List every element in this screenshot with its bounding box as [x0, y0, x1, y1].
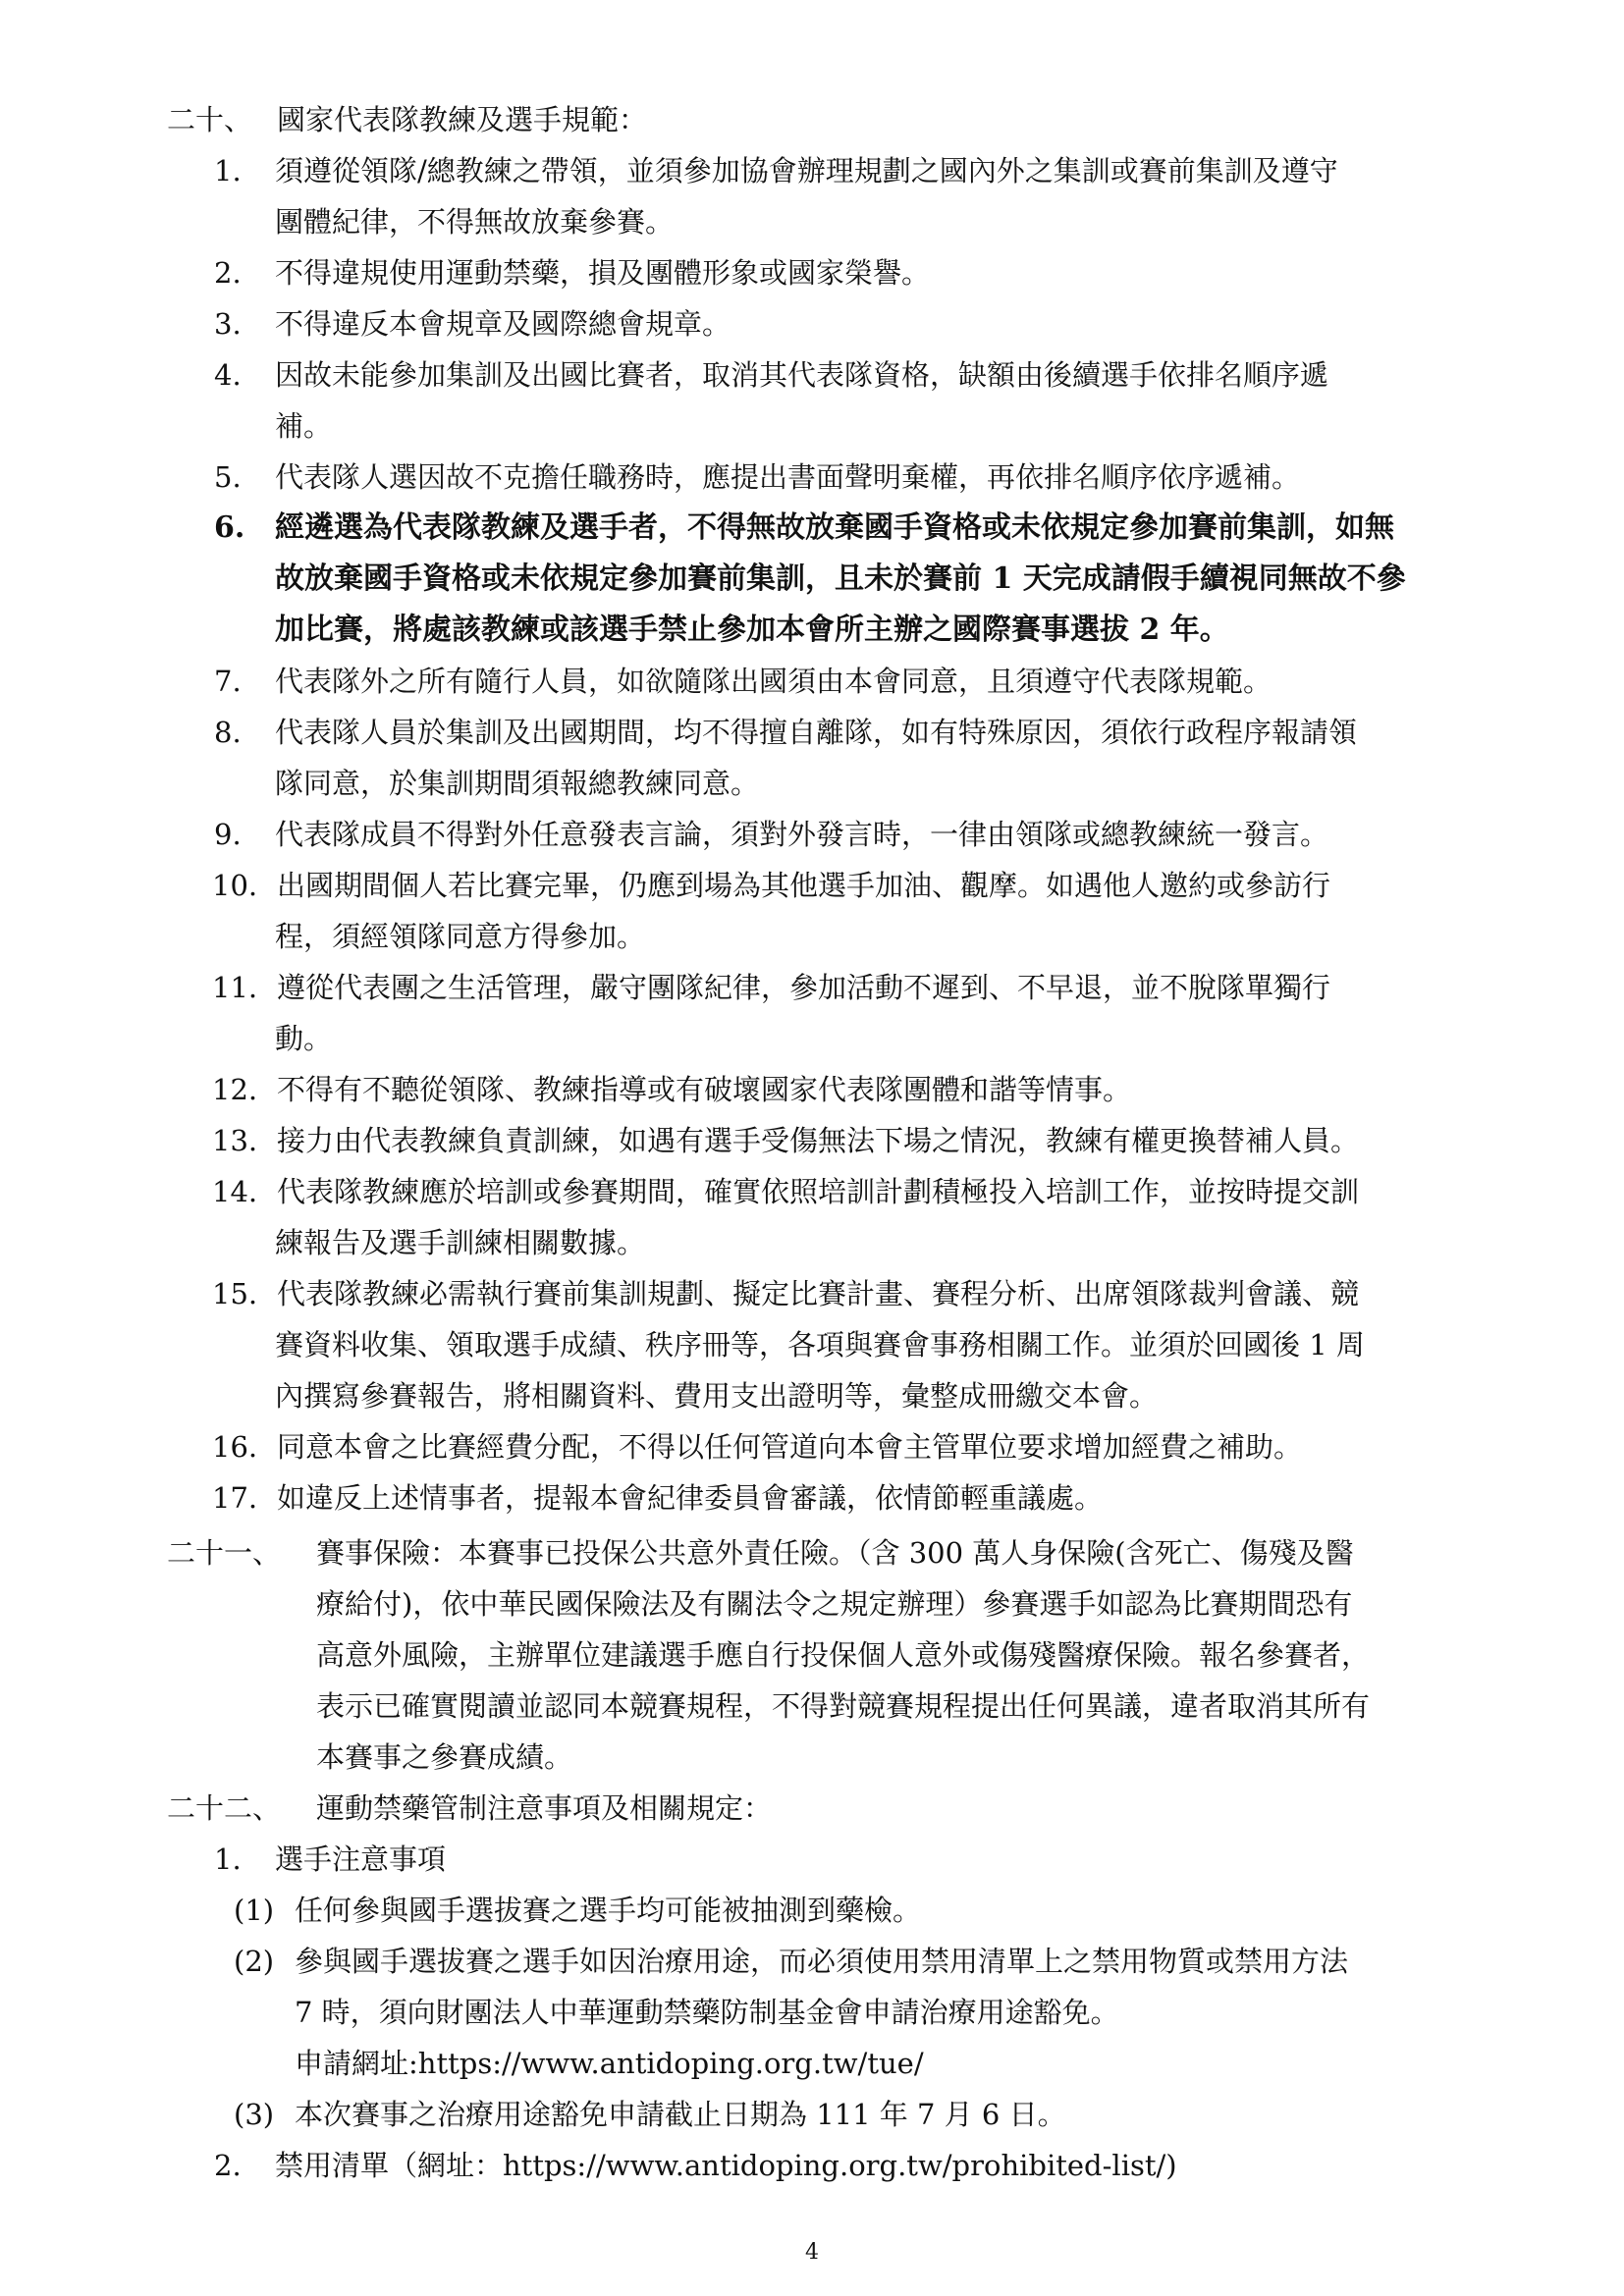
item-number: 12.: [212, 1073, 258, 1106]
item-number: 4.: [214, 358, 242, 392]
item-number: 1.: [214, 1842, 242, 1876]
section-20-heading: [167, 94, 1542, 145]
item-text: 接力由代表教練負責訓練，如遇有選手受傷無法下場之情況，教練有權更換替補人員。: [277, 1124, 1360, 1157]
section-line: 療給付)，依中華民國保險法及有關法令之規定辦理）參賽選手如認為比賽期間恐有: [316, 1587, 1353, 1621]
list-item: [214, 1472, 1569, 1523]
list-item: [214, 1064, 1569, 1115]
item-text: 練報告及選手訓練相關數據。: [275, 1226, 646, 1259]
item-text: 同意本會之比賽經費分配，不得以任何管道向本會主管單位要求增加經費之補助。: [277, 1430, 1303, 1464]
item-text: 補。: [275, 409, 333, 443]
item-text: 如違反上述情事者，提報本會紀律委員會審議，依情節輕重議處。: [277, 1481, 1104, 1515]
item-text: 代表隊教練必需執行賽前集訓規劃、擬定比賽計畫、賽程分析、出席領隊裁判會議、競: [277, 1277, 1360, 1310]
item-number: 9.: [214, 818, 242, 851]
item-number: 15.: [212, 1277, 258, 1310]
section-line: 表示已確實閱讀並認同本競賽規程，不得對競賽規程提出任何異議，違者取消其所有: [316, 1689, 1371, 1723]
item-text: 代表隊外之所有隨行人員，如欲隨隊出國須由本會同意，且須遵守代表隊規範。: [275, 665, 1272, 698]
item-text: 隊同意，於集訓期間須報總教練同意。: [275, 767, 760, 800]
list-item: [214, 298, 1569, 349]
item-number: 11.: [212, 971, 258, 1004]
section-number: 二十一、: [167, 1536, 282, 1570]
item-number: 16.: [212, 1430, 258, 1464]
item-number: 5.: [214, 460, 242, 494]
item-text: 動。: [275, 1022, 333, 1055]
item-number: 1.: [214, 154, 242, 187]
item-text: 不得違規使用運動禁藥，損及團體形象或國家榮譽。: [275, 256, 931, 290]
section-line: 高意外風險，主辦單位建議選手應自行投保個人意外或傷殘醫療保險。報名參賽者，: [316, 1638, 1371, 1672]
item-number: 2.: [214, 256, 242, 290]
item-text: 須遵從領隊/總教練之帶領，並須參加協會辦理規劃之國內外之集訓或賽前集訓及遵守: [275, 154, 1338, 187]
item-text: 因故未能參加集訓及出國比賽者，取消其代表隊資格，缺額由後續選手依排名順序遞: [275, 358, 1329, 392]
sub-item: [234, 2089, 1569, 2140]
item-text: 內撰寫參賽報告，將相關資料、費用支出證明等，彙整成冊繳交本會。: [275, 1379, 1159, 1413]
item-number: 7.: [214, 665, 242, 698]
list-item: [214, 247, 1569, 298]
item-text: 不得有不聽從領隊、教練指導或有破壞國家代表隊團體和諧等情事。: [277, 1073, 1132, 1106]
section-22-heading: [167, 1783, 1542, 1834]
list-item: [214, 1115, 1569, 1166]
item-text: 出國期間個人若比賽完畢，仍應到場為其他選手加油、觀摩。如遇他人邀約或參訪行: [277, 869, 1331, 902]
list-item: [214, 962, 1569, 1064]
item-text: 代表隊人選因故不克擔任職務時，應提出書面聲明棄權，再依排名順序依序遞補。: [275, 460, 1301, 494]
item-text: 故放棄國手資格或未依規定參加賽前集訓，且未於賽前 1 天完成請假手續視同無故不參: [275, 561, 1406, 596]
item-text: 遵從代表團之生活管理，嚴守團隊紀律，參加活動不遲到、不早退，並不脫隊單獨行: [277, 971, 1331, 1004]
item-text: 不得違反本會規章及國際總會規章。: [275, 307, 731, 341]
item-number: 14.: [212, 1175, 258, 1208]
list-item: [214, 656, 1569, 707]
list-item: [214, 1421, 1569, 1472]
section-title: 運動禁藥管制注意事項及相關規定：: [316, 1791, 773, 1825]
item-number: 13.: [212, 1124, 258, 1157]
section-21-insurance: [167, 1527, 1542, 1783]
list-item: [214, 1268, 1569, 1421]
item-text: 賽資料收集、領取選手成績、秩序冊等，各項與賽會事務相關工作。並須於回國後 1 周: [275, 1328, 1365, 1362]
list-item: [214, 145, 1569, 247]
section-number: 二十二、: [167, 1791, 282, 1825]
item-text: 代表隊成員不得對外任意發表言論，須對外發言時，一律由領隊或總教練統一發言。: [275, 818, 1329, 851]
item-text: 代表隊人員於集訓及出國期間，均不得擅自離隊，如有特殊原因，須依行政程序報請領: [275, 716, 1358, 749]
section-number: 二十、: [167, 103, 253, 136]
sub-item: [234, 1885, 1569, 1936]
item-number: 8.: [214, 716, 242, 749]
sub-item-number: (2): [234, 1945, 275, 1978]
item-text: 代表隊教練應於培訓或參賽期間，確實依照培訓計劃積極投入培訓工作，並按時提交訓: [277, 1175, 1360, 1208]
sub-item: [234, 1936, 1569, 2089]
item-text: 加比賽，將處該教練或該選手禁止參加本會所主辦之國際賽事選拔 2 年。: [275, 613, 1229, 647]
sub-item-text: 7 時，須向財團法人中華運動禁藥防制基金會申請治療用途豁免。: [295, 1996, 1119, 2029]
item-text: 團體紀律，不得無故放棄參賽。: [275, 205, 675, 239]
application-url: 申請網址:https://www.antidoping.org.tw/tue/: [295, 2047, 924, 2080]
list-item: [214, 452, 1569, 503]
sub-item-text: 參與國手選拔賽之選手如因治療用途，而必須使用禁用清單上之禁用物質或禁用方法: [295, 1945, 1349, 1978]
list-item: [214, 809, 1569, 860]
sub-item-number: (3): [234, 2098, 275, 2131]
list-item: [214, 707, 1569, 809]
list-item: [214, 860, 1569, 962]
list-item: [214, 1166, 1569, 1268]
section-title: 國家代表隊教練及選手規範：: [277, 103, 648, 136]
item-number: 17.: [212, 1481, 258, 1515]
sub-item-text: 本次賽事之治療用途豁免申請截止日期為 111 年 7 月 6 日。: [295, 2098, 1066, 2131]
list-item: [214, 2140, 1569, 2191]
item-text: 程，須經領隊同意方得參加。: [275, 920, 646, 953]
section-line: 賽事保險：本賽事已投保公共意外責任險。（含 300 萬人身保險(含死亡、傷殘及醫: [316, 1536, 1354, 1570]
item-number: 6.: [214, 510, 245, 545]
section-line: 本賽事之參賽成績。: [316, 1740, 573, 1774]
list-item: [214, 349, 1569, 452]
item-text: 經遴選為代表隊教練及選手者，不得無故放棄國手資格或未依規定參加賽前集訓，如無: [275, 510, 1394, 545]
item-number: 10.: [212, 869, 258, 902]
sub-item-number: (1): [234, 1894, 275, 1927]
page-number: 4: [805, 2240, 819, 2265]
item-text: 選手注意事項: [275, 1842, 447, 1876]
sub-item-text: 任何參與國手選拔賽之選手均可能被抽測到藥檢。: [295, 1894, 922, 1927]
prohibited-list-link: 禁用清單（網址：https://www.antidoping.org.tw/prohibited-list/): [275, 2149, 1177, 2182]
item-number: 3.: [214, 307, 242, 341]
list-item: [214, 1834, 1569, 1885]
list-item: [214, 503, 1569, 656]
item-number: 2.: [214, 2149, 242, 2182]
